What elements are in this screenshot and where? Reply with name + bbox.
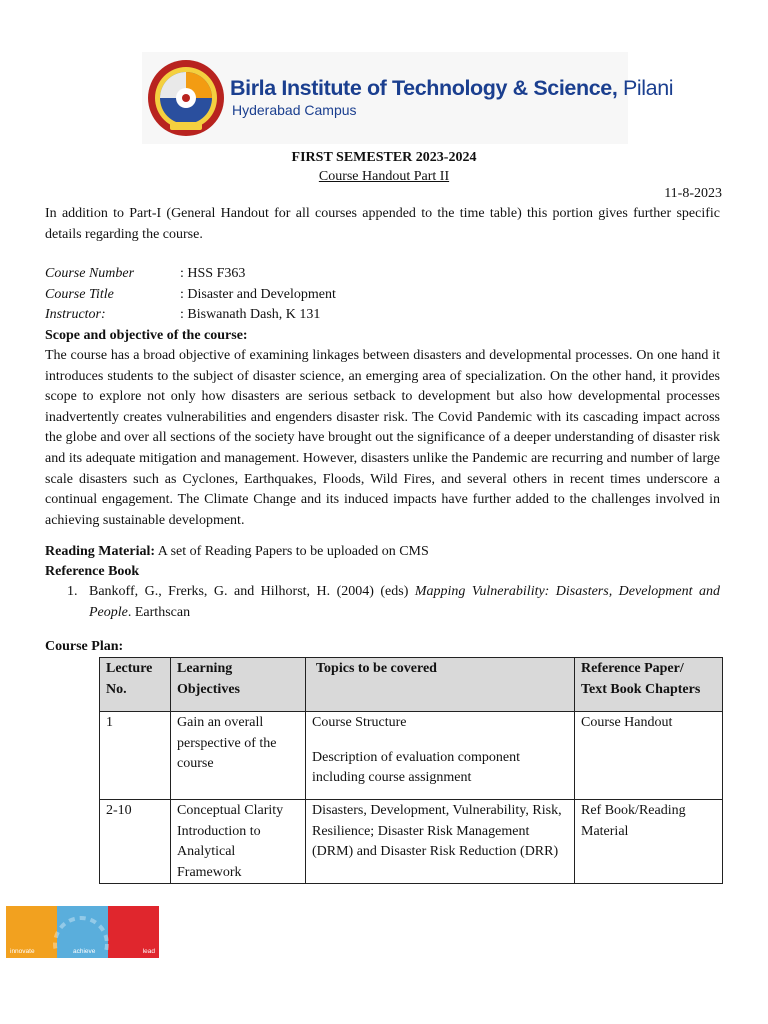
- footer-innovate-segment: innovate: [6, 906, 57, 958]
- intro-paragraph: In addition to Part-I (General Handout for all courses appended to the time table) this portion gives further specific details regarding the course.: [45, 206, 720, 242]
- row1-lecture: 1: [100, 712, 171, 800]
- handout-date: 11-8-2023: [664, 186, 722, 201]
- scope-paragraph: The course has a broad objective of examining linkages between disasters and developmental processes. On one hand it introduces students to the subject of disaster science, an emerging area of specialization. On the other hand, it provides scope to explore not only how disasters are serious setback to development but also how developmental processes inadvertently creates vulnerabilities and engenders disaster risk. The Covid Pandemic with its cascading impact across the globe and over all sections of the society have brought out the significance of a deeper understanding of disaster risk and its adequate mitigation and management. However, disasters unlike the Pandemic are recurring and number of large scale disasters such as Cyclones, Earthquakes, Floods, Wild Fires, and several others in recent times underscore a continual engagement. The Climate Change and its induced impacts have further added to the challenges involved in achieving sustainable development.: [45, 348, 720, 528]
- footer-lead-segment: lead: [108, 906, 159, 958]
- header-reference: Reference Paper/ Text Book Chapters: [575, 658, 723, 712]
- course-number-label: Course Number: [45, 266, 135, 281]
- course-plan-heading: Course Plan:: [45, 639, 124, 654]
- header-objectives: Learning Objectives: [171, 658, 306, 712]
- reference-number: 1.: [67, 584, 78, 599]
- header-topics: Topics to be covered: [306, 658, 575, 712]
- semester-title: FIRST SEMESTER 2023-2024: [291, 150, 477, 165]
- table-row: [100, 800, 723, 884]
- row1-topics: Course Structure Description of evaluation component including course assignment: [306, 712, 575, 800]
- row1-objectives: Gain an overall perspective of the course: [171, 712, 306, 800]
- institute-name: Birla Institute of Technology & Science, Pilani: [230, 76, 674, 100]
- row2-lecture: 2-10: [100, 800, 171, 884]
- row2-topics: Disasters, Development, Vulnerability, Risk, Resilience; Disaster Risk Management (DRM) and Disaster Risk Reduction (DRR): [306, 800, 575, 884]
- course-title-value: : Disaster and Development: [180, 287, 336, 302]
- table-row: [100, 712, 723, 800]
- handout-title: Course Handout Part II: [318, 169, 450, 184]
- institute-header: [142, 52, 674, 144]
- campus-name: Hyderabad Campus: [232, 102, 357, 118]
- reference-heading: Reference Book: [45, 564, 140, 579]
- table-header-row: [100, 658, 723, 712]
- footer-brand-strip: [6, 906, 159, 958]
- header-lecture: Lecture No.: [100, 658, 171, 712]
- reading-material: Reading Material: A set of Reading Papers to be uploaded on CMS: [45, 544, 429, 559]
- instructor-value: : Biswanath Dash, K 131: [180, 307, 321, 322]
- course-plan-table: [99, 657, 723, 884]
- row1-reference: Course Handout: [575, 712, 723, 800]
- instructor-label: Instructor:: [45, 307, 106, 322]
- footer-achieve-segment: achieve: [57, 906, 108, 958]
- scope-heading: Scope and objective of the course:: [45, 328, 248, 343]
- row2-reference: Ref Book/Reading Material: [575, 800, 723, 884]
- course-title-label: Course Title: [45, 287, 114, 302]
- gear-pattern-icon: [36, 910, 126, 950]
- course-number-value: : HSS F363: [180, 266, 246, 281]
- reference-entry: Bankoff, G., Frerks, G. and Hilhorst, H. (2004) (eds) Mapping Vulnerability: Disasters, Development and People. Earthscan: [89, 584, 720, 620]
- bits-seal-icon: [146, 56, 226, 140]
- row2-objectives: Conceptual Clarity Introduction to Analytical Framework: [171, 800, 306, 884]
